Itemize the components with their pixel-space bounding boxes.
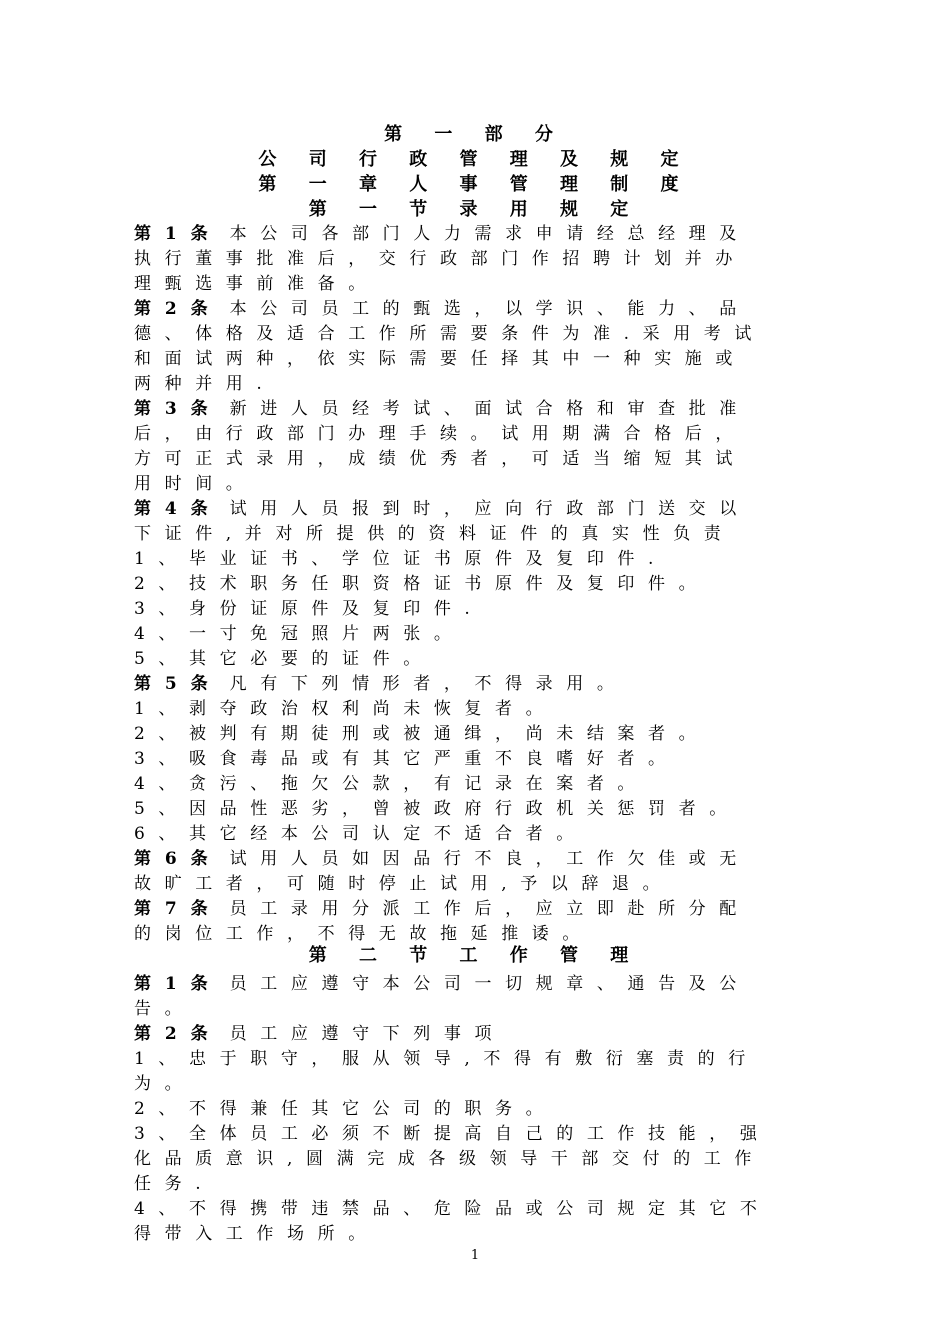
body-line — [134, 1097, 824, 1122]
body-line — [134, 547, 824, 572]
line-text: 得带入工作场所。 — [134, 1224, 379, 1244]
article-label: 第 1 条 — [134, 224, 212, 244]
line-text: 本公司各部门人力需求申请经总经理及 — [229, 224, 750, 244]
body-line — [134, 522, 824, 547]
line-text: 3、全体员工必须不断提高自己的工作技能，强 — [134, 1124, 771, 1144]
part-heading: 第 一 部 分 — [384, 124, 566, 145]
body-line — [134, 572, 824, 597]
body-line — [134, 272, 824, 297]
line-text: 方可正式录用，成绩优秀者，可适当缩短其试 — [134, 449, 746, 469]
line-text: 任务. — [134, 1174, 215, 1194]
line-text: 理甄选事前准备。 — [134, 274, 379, 294]
line-text: 试用人员报到时，应向行政部门送交以 — [229, 499, 750, 519]
article-label: 第 2 条 — [134, 1024, 212, 1044]
page-number: 1 — [470, 1248, 480, 1263]
article-line — [134, 222, 824, 247]
line-text: 员工录用分派工作后，应立即赴所分配 — [229, 899, 750, 919]
line-text: 6、其它经本公司认定不适合者。 — [134, 824, 587, 844]
article-label: 第 4 条 — [134, 499, 212, 519]
body-line — [134, 622, 824, 647]
article-line — [134, 897, 824, 922]
body-line — [134, 697, 824, 722]
body-line — [134, 797, 824, 822]
chapter-heading: 第 一 章 人 事 管 理 制 度 — [258, 174, 692, 195]
article-line — [134, 497, 824, 522]
article-label: 第 1 条 — [134, 974, 212, 994]
line-text: 为。 — [134, 1074, 196, 1094]
article-label: 第 7 条 — [134, 899, 212, 919]
line-text: 试用人员如因品行不良，工作欠佳或无 — [229, 849, 750, 869]
line-text: 新进人员经考试、面试合格和审查批准 — [229, 399, 750, 419]
body-line — [134, 472, 824, 497]
line-text: 4、贪污、拖欠公款，有记录在案者。 — [134, 774, 649, 794]
body-line — [134, 822, 824, 847]
line-text: 用时间。 — [134, 474, 257, 494]
line-text: 下证件,并对所提供的资料证件的真实性负责 — [134, 524, 735, 544]
line-text: 1、忠于职守，服从领导,不得有敷衍塞责的行 — [134, 1049, 759, 1069]
document-title: 公 司 行 政 管 理 及 规 定 — [258, 149, 692, 170]
body-line — [134, 747, 824, 772]
body-line — [134, 1047, 824, 1072]
body-line — [134, 1222, 824, 1247]
body-line — [134, 247, 824, 272]
body-line — [134, 772, 824, 797]
body-line — [134, 347, 824, 372]
line-text: 和面试两种，依实际需要任择其中一种实施或 — [134, 349, 746, 369]
body-line — [134, 372, 824, 397]
line-text: 2、不得兼任其它公司的职务。 — [134, 1099, 557, 1119]
section-heading-2: 第 二 节 工 作 管 理 — [308, 945, 642, 966]
line-text: 故旷工者，可随时停止试用,予以辞退。 — [134, 874, 674, 894]
article-line — [134, 672, 824, 697]
line-text: 凡有下列情形者，不得录用。 — [229, 674, 628, 694]
line-text: 员工应遵守本公司一切规章、通告及公 — [229, 974, 750, 994]
body-line — [134, 997, 824, 1022]
line-text: 3、吸食毒品或有其它严重不良嗜好者。 — [134, 749, 679, 769]
article-line — [134, 397, 824, 422]
line-text: 的岗位工作，不得无故拖延推诿。 — [134, 924, 593, 944]
article-label: 第 6 条 — [134, 849, 212, 869]
line-text: 化品质意识,圆满完成各级领导干部交付的工作 — [134, 1149, 766, 1169]
line-text: 5、其它必要的证件。 — [134, 649, 434, 669]
body-line — [134, 922, 824, 947]
body-line — [134, 1197, 824, 1222]
line-text: 2、技术职务任职资格证书原件及复印件。 — [134, 574, 710, 594]
line-text: 本公司员工的甄选，以学识、能力、品 — [229, 299, 750, 319]
body-line — [134, 1147, 824, 1172]
body-line — [134, 1172, 824, 1197]
line-text: 1、剥夺政治权利尚未恢复者。 — [134, 699, 557, 719]
line-text: 两种并用. — [134, 374, 276, 394]
line-text: 4、一寸免冠照片两张。 — [134, 624, 465, 644]
line-text: 后，由行政部门办理手续。试用期满合格后， — [134, 424, 746, 444]
body-line — [134, 647, 824, 672]
line-text: 员工应遵守下列事项 — [229, 1024, 506, 1044]
body-line — [134, 1122, 824, 1147]
article-line — [134, 297, 824, 322]
body-line — [134, 422, 824, 447]
line-text: 4、不得携带违禁品、危险品或公司规定其它不 — [134, 1199, 771, 1219]
article-label: 第 2 条 — [134, 299, 212, 319]
body-line — [134, 1072, 824, 1097]
article-label: 第 5 条 — [134, 674, 212, 694]
line-text: 5、因品性恶劣，曾被政府行政机关惩罚者。 — [134, 799, 740, 819]
line-text: 3、身份证原件及复印件. — [134, 599, 484, 619]
article-label: 第 3 条 — [134, 399, 212, 419]
body-line — [134, 722, 824, 747]
body-line — [134, 322, 824, 347]
line-text: 执行董事批准后，交行政部门作招聘计划并办 — [134, 249, 746, 269]
article-line — [134, 847, 824, 872]
line-text: 2、被判有期徒刑或被通缉，尚未结案者。 — [134, 724, 710, 744]
section-heading-1: 第 一 节 录 用 规 定 — [308, 199, 642, 220]
article-line — [134, 1022, 824, 1047]
body-line — [134, 872, 824, 897]
line-text: 1、毕业证书、学位证书原件及复印件. — [134, 549, 668, 569]
body-line — [134, 447, 824, 472]
article-line — [134, 972, 824, 997]
body-line — [134, 597, 824, 622]
line-text: 告。 — [134, 999, 196, 1019]
line-text: 德、体格及适合工作所需要条件为准.采用考试 — [134, 324, 766, 344]
